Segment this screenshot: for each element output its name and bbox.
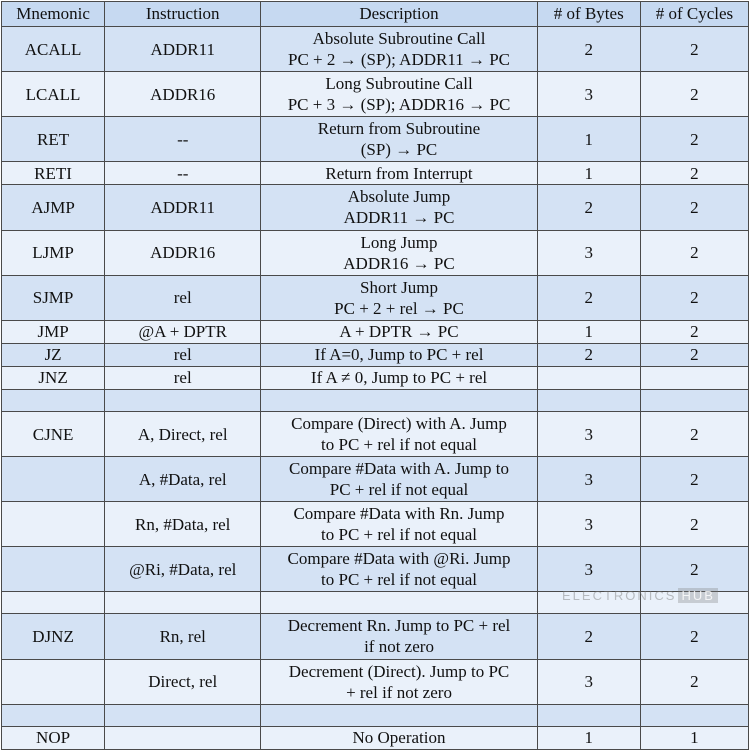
instruction-cell: ADDR16 bbox=[105, 230, 261, 275]
description-cell: Absolute Subroutine Call PC + 2 → (SP); ADDR11 → PC bbox=[261, 27, 537, 72]
table-row bbox=[2, 117, 749, 162]
table-row bbox=[2, 366, 749, 389]
cycles-cell: 2 bbox=[640, 547, 748, 592]
description-cell bbox=[261, 704, 537, 726]
mnemonic-cell bbox=[2, 389, 105, 411]
mnemonic-cell: SJMP bbox=[2, 275, 105, 320]
mnemonic-cell: RET bbox=[2, 117, 105, 162]
table-body bbox=[2, 27, 749, 750]
description-cell: Compare #Data with @Ri. Jump to PC + rel if not equal bbox=[261, 547, 537, 592]
cycles-cell: 2 bbox=[640, 343, 748, 366]
mnemonic-cell: LCALL bbox=[2, 72, 105, 117]
bytes-cell: 1 bbox=[537, 320, 640, 343]
instruction-cell: @Ri, #Data, rel bbox=[105, 547, 261, 592]
description-cell: Return from Subroutine (SP) → PC bbox=[261, 117, 537, 162]
mnemonic-cell: DJNZ bbox=[2, 614, 105, 659]
mnemonic-cell: JMP bbox=[2, 320, 105, 343]
table-row bbox=[2, 726, 749, 749]
description-cell: Absolute Jump ADDR11 → PC bbox=[261, 185, 537, 230]
description-cell: Decrement Rn. Jump to PC + rel if not zero bbox=[261, 614, 537, 659]
table-row bbox=[2, 389, 749, 411]
mnemonic-cell: CJNE bbox=[2, 411, 105, 456]
table-row bbox=[2, 320, 749, 343]
description-cell: No Operation bbox=[261, 726, 537, 749]
instruction-cell: Rn, rel bbox=[105, 614, 261, 659]
table-row bbox=[2, 659, 749, 704]
bytes-cell: 1 bbox=[537, 162, 640, 185]
watermark-logo: ELECTRONICS HUB bbox=[562, 588, 718, 603]
description-cell: Long Subroutine Call PC + 3 → (SP); ADDR16 → PC bbox=[261, 72, 537, 117]
mnemonic-cell: RETI bbox=[2, 162, 105, 185]
table-row bbox=[2, 457, 749, 502]
header-row bbox=[2, 2, 749, 27]
cycles-cell: 2 bbox=[640, 72, 748, 117]
instruction-cell bbox=[105, 592, 261, 614]
cycles-cell: 2 bbox=[640, 659, 748, 704]
table-row bbox=[2, 547, 749, 592]
description-cell: If A=0, Jump to PC + rel bbox=[261, 343, 537, 366]
table-row bbox=[2, 704, 749, 726]
header-bytes: # of Bytes bbox=[537, 2, 640, 27]
description-cell: Short Jump PC + 2 + rel → PC bbox=[261, 275, 537, 320]
description-cell: Compare #Data with Rn. Jump to PC + rel if not equal bbox=[261, 502, 537, 547]
mnemonic-cell: AJMP bbox=[2, 185, 105, 230]
header-instruction: Instruction bbox=[105, 2, 261, 27]
mnemonic-cell bbox=[2, 547, 105, 592]
description-cell bbox=[261, 592, 537, 614]
instruction-cell bbox=[105, 704, 261, 726]
bytes-cell: 3 bbox=[537, 411, 640, 456]
cycles-cell: 2 bbox=[640, 275, 748, 320]
table-row bbox=[2, 614, 749, 659]
instruction-cell: ADDR11 bbox=[105, 27, 261, 72]
description-cell: Compare (Direct) with A. Jump to PC + rel if not equal bbox=[261, 411, 537, 456]
cycles-cell: 2 bbox=[640, 185, 748, 230]
header-cycles: # of Cycles bbox=[640, 2, 748, 27]
description-cell: If A ≠ 0, Jump to PC + rel bbox=[261, 366, 537, 389]
mnemonic-cell: NOP bbox=[2, 726, 105, 749]
description-cell bbox=[261, 389, 537, 411]
cycles-cell: 2 bbox=[640, 320, 748, 343]
mnemonic-cell bbox=[2, 502, 105, 547]
bytes-cell: 3 bbox=[537, 659, 640, 704]
bytes-cell: 1 bbox=[537, 117, 640, 162]
cycles-cell bbox=[640, 389, 748, 411]
instruction-table bbox=[1, 1, 749, 750]
instruction-cell: Direct, rel bbox=[105, 659, 261, 704]
cycles-cell: 2 bbox=[640, 117, 748, 162]
instruction-cell: A, #Data, rel bbox=[105, 457, 261, 502]
mnemonic-cell: JNZ bbox=[2, 366, 105, 389]
instruction-cell: -- bbox=[105, 162, 261, 185]
bytes-cell: 2 bbox=[537, 185, 640, 230]
instruction-cell: rel bbox=[105, 275, 261, 320]
cycles-cell bbox=[640, 366, 748, 389]
cycles-cell bbox=[640, 704, 748, 726]
cycles-cell: 2 bbox=[640, 614, 748, 659]
instruction-cell bbox=[105, 726, 261, 749]
header-description: Description bbox=[261, 2, 537, 27]
table-row bbox=[2, 411, 749, 456]
instruction-cell: Rn, #Data, rel bbox=[105, 502, 261, 547]
description-cell: Compare #Data with A. Jump to PC + rel if not equal bbox=[261, 457, 537, 502]
description-cell: Return from Interrupt bbox=[261, 162, 537, 185]
bytes-cell: 3 bbox=[537, 547, 640, 592]
instruction-cell bbox=[105, 389, 261, 411]
description-cell: Long Jump ADDR16 → PC bbox=[261, 230, 537, 275]
bytes-cell: 3 bbox=[537, 457, 640, 502]
table-row bbox=[2, 343, 749, 366]
bytes-cell: 2 bbox=[537, 343, 640, 366]
mnemonic-cell bbox=[2, 592, 105, 614]
cycles-cell: 2 bbox=[640, 502, 748, 547]
bytes-cell bbox=[537, 389, 640, 411]
instruction-cell: @A + DPTR bbox=[105, 320, 261, 343]
header-mnemonic: Mnemonic bbox=[2, 2, 105, 27]
bytes-cell: 3 bbox=[537, 502, 640, 547]
cycles-cell: 2 bbox=[640, 411, 748, 456]
mnemonic-cell: JZ bbox=[2, 343, 105, 366]
instruction-cell: A, Direct, rel bbox=[105, 411, 261, 456]
bytes-cell: 2 bbox=[537, 27, 640, 72]
mnemonic-cell: ACALL bbox=[2, 27, 105, 72]
bytes-cell: 2 bbox=[537, 614, 640, 659]
instruction-cell: ADDR11 bbox=[105, 185, 261, 230]
bytes-cell: 2 bbox=[537, 275, 640, 320]
table-row bbox=[2, 27, 749, 72]
table-row bbox=[2, 275, 749, 320]
bytes-cell bbox=[537, 704, 640, 726]
bytes-cell: 1 bbox=[537, 726, 640, 749]
table-row bbox=[2, 230, 749, 275]
instruction-cell: rel bbox=[105, 366, 261, 389]
cycles-cell: 2 bbox=[640, 457, 748, 502]
table-row bbox=[2, 502, 749, 547]
mnemonic-cell: LJMP bbox=[2, 230, 105, 275]
cycles-cell: 2 bbox=[640, 230, 748, 275]
table-row bbox=[2, 72, 749, 117]
mnemonic-cell bbox=[2, 704, 105, 726]
table-row bbox=[2, 185, 749, 230]
bytes-cell: 3 bbox=[537, 72, 640, 117]
bytes-cell: 3 bbox=[537, 230, 640, 275]
description-cell: Decrement (Direct). Jump to PC + rel if not zero bbox=[261, 659, 537, 704]
description-cell: A + DPTR → PC bbox=[261, 320, 537, 343]
cycles-cell: 2 bbox=[640, 27, 748, 72]
mnemonic-cell bbox=[2, 457, 105, 502]
table-row bbox=[2, 162, 749, 185]
instruction-cell: ADDR16 bbox=[105, 72, 261, 117]
bytes-cell bbox=[537, 366, 640, 389]
cycles-cell: 2 bbox=[640, 162, 748, 185]
cycles-cell: 1 bbox=[640, 726, 748, 749]
mnemonic-cell bbox=[2, 659, 105, 704]
instruction-cell: -- bbox=[105, 117, 261, 162]
instruction-cell: rel bbox=[105, 343, 261, 366]
